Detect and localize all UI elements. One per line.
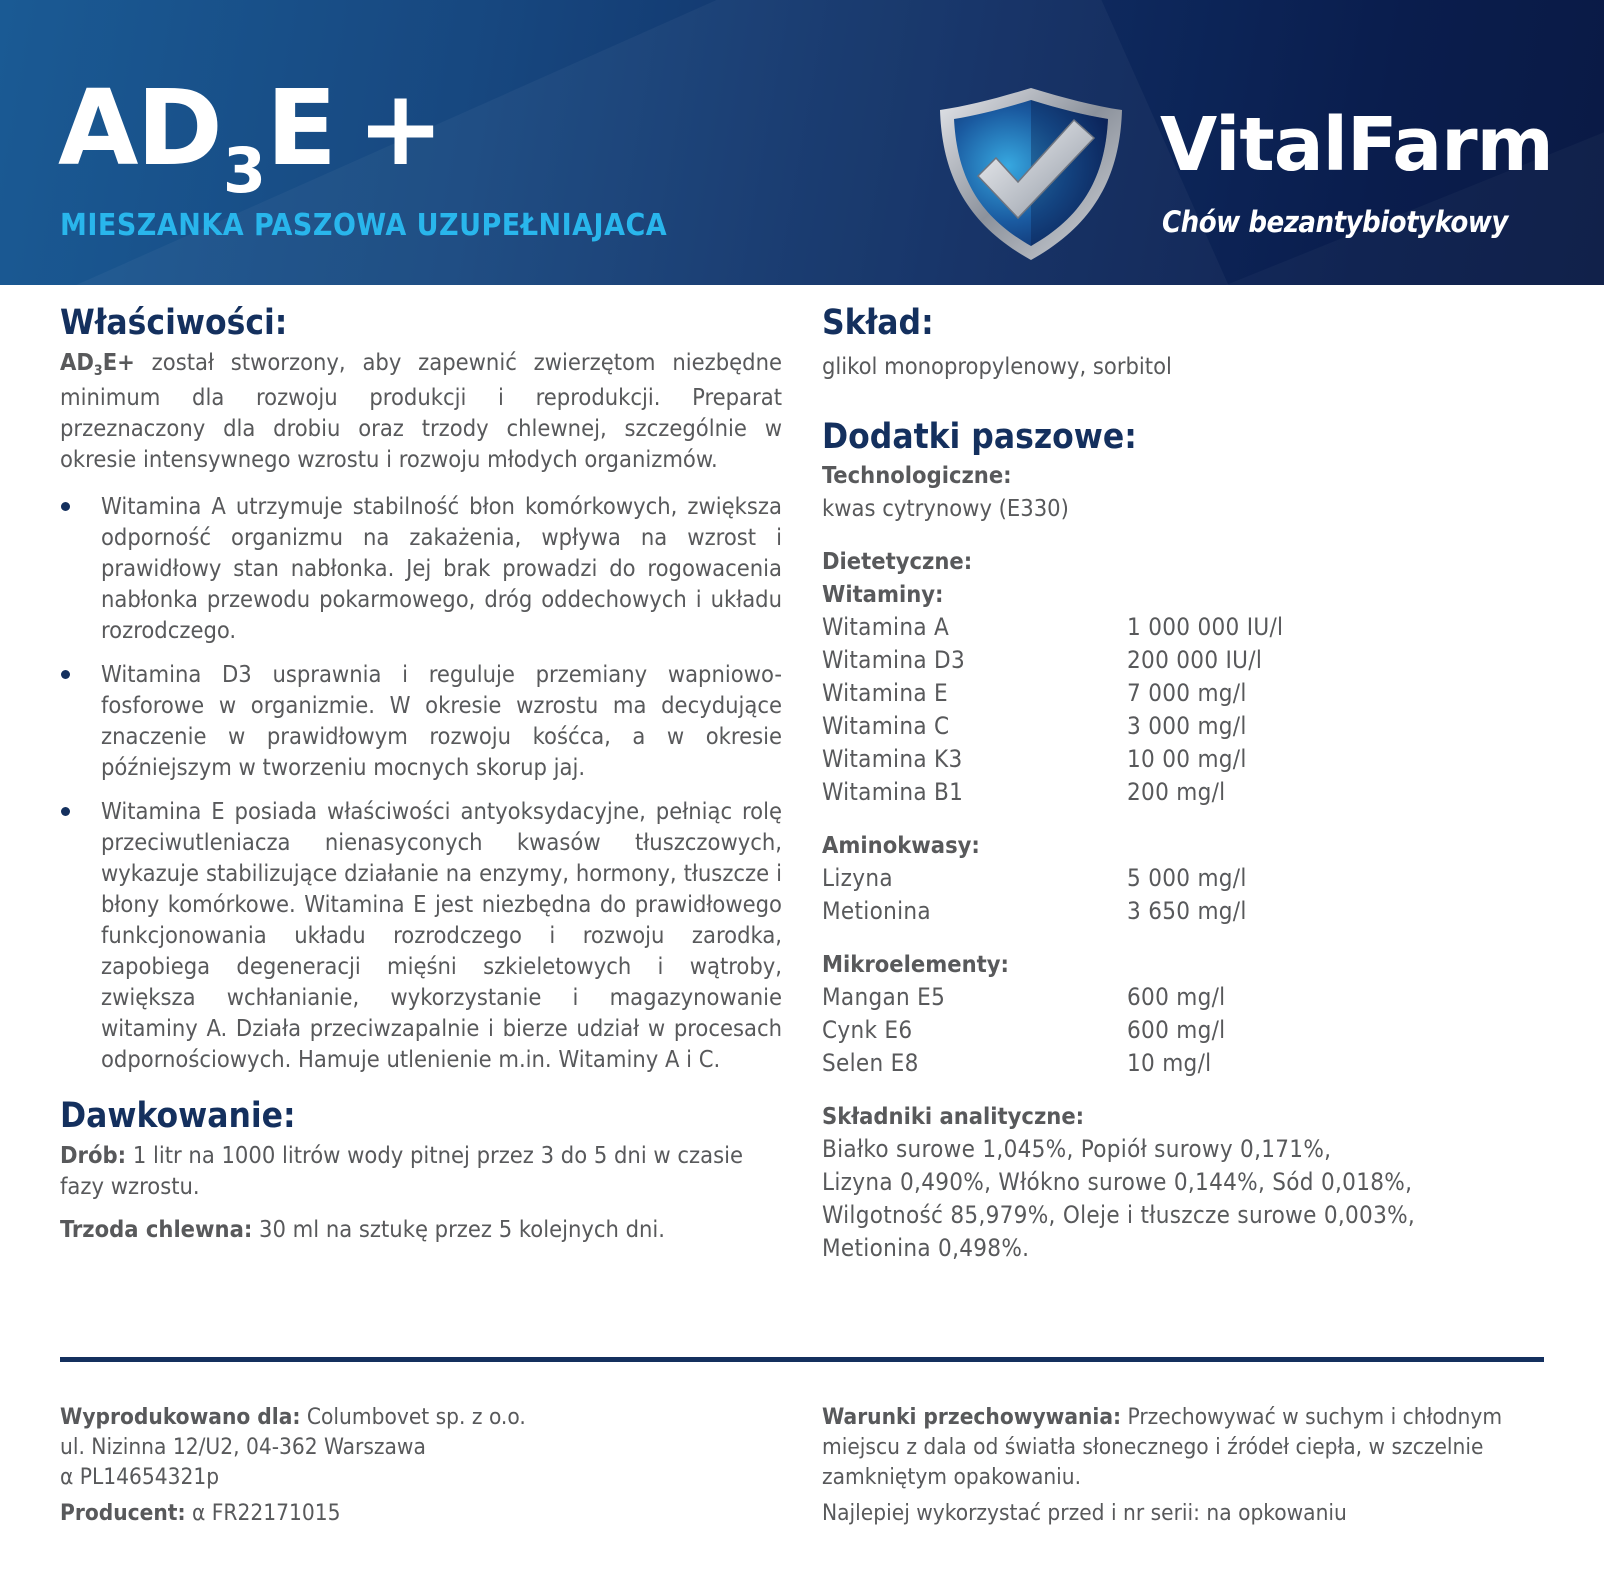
brand-name: VitalFarm bbox=[1160, 102, 1553, 188]
dosage-poultry-text: 1 litr na 1000 litrów wody pitnej przez 3 do 5 dni w czasie fazy wzrostu. bbox=[60, 1141, 744, 1200]
footer-storage bbox=[822, 1402, 1542, 1528]
analytical-line: Lizyna 0,490%, Włókno surowe 0,144%, Sód 0,018%, bbox=[822, 1168, 1413, 1196]
row-value: 3 000 mg/l bbox=[1127, 712, 1247, 740]
right-column bbox=[822, 303, 1562, 1265]
technological-text: kwas cytrynowy (E330) bbox=[822, 494, 1069, 522]
table-row bbox=[822, 981, 1562, 1014]
producer-label: Producent: bbox=[60, 1500, 186, 1526]
table-row bbox=[822, 1047, 1562, 1080]
amino-acids-table bbox=[822, 862, 1562, 928]
analytical-label: Składniki analityczne: bbox=[822, 1102, 1085, 1130]
table-row bbox=[822, 895, 1562, 928]
row-value: 7 000 mg/l bbox=[1127, 679, 1247, 707]
row-name: Cynk E6 bbox=[822, 1016, 913, 1044]
table-row bbox=[822, 1014, 1562, 1047]
bullet-text: Witamina A utrzymuje stabilność błon komórkowych, zwiększa odporność organizmu na zakażenia, wpływa na wzrost i prawidłowy stan nabłonka. Jej brak prowadzi do rogowacenia nabłonka przewodu pokarmowego, dróg oddechowych i układu rozrodczego. bbox=[101, 492, 782, 644]
composition-text: glikol monopropylenowy, sorbitol bbox=[822, 352, 1172, 380]
row-value: 200 000 IU/l bbox=[1127, 646, 1263, 674]
row-value: 3 650 mg/l bbox=[1127, 897, 1247, 925]
row-name: Witamina D3 bbox=[822, 646, 965, 674]
row-name: Lizyna bbox=[822, 864, 893, 892]
product-subtitle: MIESZANKA PASZOWA UZUPEŁNIAJACA bbox=[60, 208, 668, 243]
vitamin-bullet-list bbox=[60, 491, 782, 1075]
table-row bbox=[822, 644, 1562, 677]
bullet-dot-icon bbox=[61, 807, 70, 816]
bullet-text: Witamina D3 usprawnia i reguluje przemiany wapniowo-fosforowe w organizmie. W okresie wzrostu ma decydujące znaczenie w prawidłowym rozwoju kośćca, a w okresie późniejszym w tworzeniu mocnych skorup jaj. bbox=[101, 660, 782, 781]
bullet-dot-icon bbox=[61, 670, 70, 679]
manufactured-for-label: Wyprodukowano dla: bbox=[60, 1404, 301, 1430]
intro-product-prefix: AD bbox=[60, 348, 94, 376]
manufactured-for bbox=[60, 1402, 760, 1432]
row-value: 600 mg/l bbox=[1127, 1016, 1226, 1044]
product-title-plus: + bbox=[357, 67, 443, 189]
dosage-heading: Dawkowanie: bbox=[60, 1096, 296, 1136]
microelements-label: Mikroelementy: bbox=[822, 950, 1010, 978]
table-row bbox=[822, 743, 1562, 776]
storage-text: Przechowywać w suchym i chłodnym miejscu z dala od światła słonecznego i źródeł ciepła, w szczelnie zamkniętym opakowaniu. bbox=[822, 1404, 1503, 1490]
intro-product-suffix: E+ bbox=[102, 348, 135, 376]
additives-heading: Dodatki paszowe: bbox=[822, 417, 1137, 457]
row-value: 600 mg/l bbox=[1127, 983, 1226, 1011]
row-name: Witamina E bbox=[822, 679, 948, 707]
row-value: 5 000 mg/l bbox=[1127, 864, 1247, 892]
dietary-label: Dietetyczne: bbox=[822, 547, 973, 575]
row-name: Witamina A bbox=[822, 613, 950, 641]
list-item bbox=[60, 491, 782, 646]
composition-heading: Skład: bbox=[822, 303, 934, 343]
table-row bbox=[822, 862, 1562, 895]
product-title bbox=[58, 67, 443, 207]
producer bbox=[60, 1498, 760, 1528]
dosage-poultry bbox=[60, 1140, 782, 1202]
storage-label: Warunki przechowywania: bbox=[822, 1404, 1122, 1430]
footer-manufacturer bbox=[60, 1402, 760, 1528]
header-banner bbox=[0, 0, 1604, 285]
row-value: 10 mg/l bbox=[1127, 1049, 1212, 1077]
table-row bbox=[822, 677, 1562, 710]
shield-checkmark-icon bbox=[938, 84, 1124, 262]
storage-conditions bbox=[822, 1402, 1542, 1492]
list-item bbox=[60, 796, 782, 1075]
product-title-subscript: 3 bbox=[222, 134, 264, 207]
intro-product-name bbox=[60, 348, 135, 379]
row-name: Metionina bbox=[822, 897, 931, 925]
row-value: 10 00 mg/l bbox=[1127, 745, 1247, 773]
amino-acids-label: Aminokwasy: bbox=[822, 831, 980, 859]
product-title-suffix: E bbox=[265, 67, 336, 189]
brand-tagline: Chów bezantybiotykowy bbox=[1162, 205, 1508, 239]
row-name: Mangan E5 bbox=[822, 983, 946, 1011]
row-name: Witamina B1 bbox=[822, 778, 964, 806]
footer-divider bbox=[60, 1357, 1544, 1362]
product-title-prefix: AD bbox=[58, 67, 221, 189]
best-before-note: Najlepiej wykorzystać przed i nr serii: na opkowaniu bbox=[822, 1500, 1347, 1526]
list-item bbox=[60, 659, 782, 783]
vitamins-label: Witaminy: bbox=[822, 580, 944, 608]
row-name: Witamina C bbox=[822, 712, 950, 740]
analytical-line: Wilgotność 85,979%, Oleje i tłuszcze surowe 0,003%, bbox=[822, 1201, 1416, 1229]
microelements-table bbox=[822, 981, 1562, 1080]
bullet-dot-icon bbox=[61, 502, 70, 511]
table-row bbox=[822, 776, 1562, 809]
properties-intro bbox=[60, 347, 782, 475]
intro-product-subscript: 3 bbox=[93, 363, 103, 379]
manufacturer-address: ul. Nizinna 12/U2, 04-362 Warszawa bbox=[60, 1434, 426, 1460]
table-row bbox=[822, 710, 1562, 743]
dosage-swine bbox=[60, 1214, 782, 1245]
analytical-line: Metionina 0,498%. bbox=[822, 1234, 1030, 1262]
analytical-text bbox=[822, 1133, 1562, 1265]
dosage-swine-text: 30 ml na sztukę przez 5 kolejnych dni. bbox=[252, 1215, 666, 1243]
row-value: 1 000 000 IU/l bbox=[1127, 613, 1284, 641]
properties-heading: Właściwości: bbox=[60, 303, 288, 343]
left-column bbox=[60, 303, 782, 1245]
vitamins-table bbox=[822, 611, 1562, 809]
row-name: Selen E8 bbox=[822, 1049, 919, 1077]
manufacturer-reg-number: α PL14654321p bbox=[60, 1464, 220, 1490]
technological-label: Technologiczne: bbox=[822, 461, 1012, 489]
dosage-swine-label: Trzoda chlewna: bbox=[60, 1215, 253, 1243]
row-value: 200 mg/l bbox=[1127, 778, 1226, 806]
manufactured-for-company: Columbovet sp. z o.o. bbox=[300, 1404, 526, 1430]
intro-text: został stworzony, aby zapewnić zwierzętom niezbędne minimum dla rozwoju produkcji i reprodukcji. Preparat przeznaczony dla drobiu oraz trzody chlewnej, szczególnie w okresie intensywnego wzrostu i rozwoju młodych organizmów. bbox=[60, 348, 782, 473]
bullet-text: Witamina E posiada właściwości antyoksydacyjne, pełniąc rolę przeciwutleniacza nienasyconych kwasów tłuszczowych, wykazuje stabilizujące działanie na enzymy, hormony, tłuszcze i błony komórkowe. Witamina E jest niezbędna do prawidłowego funkcjonowania układu rozrodczego i rozwoju zarodka, zapobiega degeneracji mięśni szkieletowych i wątroby, zwiększa wchłanianie, wykorzystanie i magazynowanie witaminy A. Działa przeciwzapalnie i bierze udział w procesach odpornościowych. Hamuje utlenienie m.in. Witaminy A i C. bbox=[101, 797, 782, 1073]
row-name: Witamina K3 bbox=[822, 745, 963, 773]
producer-value: α FR22171015 bbox=[185, 1500, 341, 1526]
dosage-poultry-label: Drób: bbox=[60, 1141, 127, 1169]
table-row bbox=[822, 611, 1562, 644]
analytical-line: Białko surowe 1,045%, Popiół surowy 0,171%, bbox=[822, 1135, 1332, 1163]
